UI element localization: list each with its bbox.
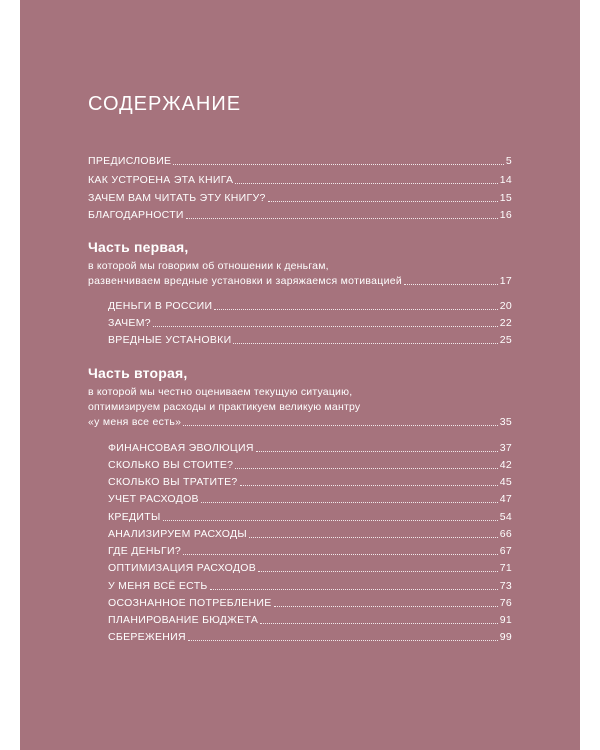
toc-entry-where-money[interactable] [108,542,512,558]
dot-leader [268,201,498,202]
dot-leader [214,309,497,310]
toc-entry-your-spending[interactable] [108,473,512,489]
toc-entry-page: 16 [499,209,512,221]
dot-leader [258,571,498,572]
toc-entry-label: СКОЛЬКО ВЫ ТРАТИТЕ? [108,476,238,488]
toc-entry-book-structure[interactable] [88,171,512,187]
toc-entry-page: 42 [499,459,512,471]
toc-entry-label: КРЕДИТЫ [108,511,161,523]
part-two-desc-line: в которой мы честно оцениваем текущую ситуацию, [88,386,353,398]
dot-leader [235,468,497,469]
dot-leader [183,425,497,426]
dot-leader [183,554,498,555]
page-title: СОДЕРЖАНИЕ [88,93,242,115]
toc-entry-part-two[interactable] [88,413,512,429]
toc-entry-label: ГДЕ ДЕНЬГИ? [108,545,181,557]
dot-leader [163,520,498,521]
toc-entry-budget-planning[interactable] [108,611,512,627]
toc-entry-label: ПЛАНИРОВАНИЕ БЮДЖЕТА [108,614,259,626]
part-two-description [88,385,508,415]
toc-entry-financial-evolution[interactable] [108,439,512,455]
toc-entry-page: 45 [499,476,512,488]
part-two-desc-line: «у меня все есть» [88,416,182,428]
toc-entry-page: 17 [499,275,512,287]
dot-leader [210,589,498,590]
toc-entry-label: ОПТИМИЗАЦИЯ РАСХОДОВ [108,562,257,574]
toc-entry-page: 71 [499,562,512,574]
toc-entry-page: 91 [499,614,512,626]
toc-entry-label: ОСОЗНАННОЕ ПОТРЕБЛЕНИЕ [108,597,272,609]
toc-entry-i-have-everything[interactable] [108,577,512,593]
part-one-desc-line: в которой мы говорим об отношении к деньгам, [88,260,329,272]
toc-entry-expense-tracking[interactable] [108,490,512,506]
toc-entry-label: ДЕНЬГИ В РОССИИ [108,300,213,312]
toc-entry-acknowledgements[interactable] [88,206,512,222]
dot-leader [256,451,498,452]
toc-entry-preface[interactable] [88,152,512,168]
toc-entry-page: 47 [499,493,512,505]
toc-entry-page: 22 [499,317,512,329]
toc-entry-page: 37 [499,442,512,454]
toc-entry-why[interactable] [108,314,512,330]
toc-entry-label: ПРЕДИСЛОВИЕ [88,155,172,167]
dot-leader [186,218,498,219]
toc-entry-page: 20 [499,300,512,312]
toc-entry-harmful-beliefs[interactable] [108,331,512,347]
toc-entry-page: 15 [499,192,512,204]
toc-entry-why-read[interactable] [88,189,512,205]
toc-entry-part-one[interactable] [88,272,512,288]
part-two-heading: Часть вторая, [88,365,188,381]
toc-entry-label: БЛАГОДАРНОСТИ [88,209,184,221]
toc-entry-label: КАК УСТРОЕНА ЭТА КНИГА [88,174,234,186]
part-one-desc-line: развенчиваем вредные установки и заряжаемся мотивацией [88,275,403,287]
toc-entry-page: 66 [499,528,512,540]
toc-entry-label: ВРЕДНЫЕ УСТАНОВКИ [108,334,232,346]
toc-entry-page: 25 [499,334,512,346]
toc-entry-label: УЧЕТ РАСХОДОВ [108,493,199,505]
part-one-heading: Часть первая, [88,239,189,255]
dot-leader [274,606,498,607]
dot-leader [233,343,497,344]
toc-entry-page: 5 [505,155,512,167]
dot-leader [260,623,498,624]
toc-entry-optimize-expenses[interactable] [108,559,512,575]
toc-entry-money-in-russia[interactable] [108,297,512,313]
toc-entry-page: 54 [499,511,512,523]
dot-leader [153,326,498,327]
toc-entry-mindful-consumption[interactable] [108,594,512,610]
toc-entry-your-worth[interactable] [108,456,512,472]
toc-entry-label: ФИНАНСОВАЯ ЭВОЛЮЦИЯ [108,442,254,454]
toc-entry-label: ЗАЧЕМ ВАМ ЧИТАТЬ ЭТУ КНИГУ? [88,192,266,204]
toc-entry-label: СБЕРЕЖЕНИЯ [108,631,186,643]
toc-entry-page: 67 [499,545,512,557]
book-page [20,0,580,750]
dot-leader [404,284,498,285]
dot-leader [240,485,498,486]
dot-leader [235,183,497,184]
toc-entry-label: АНАЛИЗИРУЕМ РАСХОДЫ [108,528,248,540]
toc-entry-label: ЗАЧЕМ? [108,317,151,329]
dot-leader [201,502,498,503]
toc-entry-page: 99 [499,631,512,643]
toc-entry-page: 14 [499,174,512,186]
toc-entry-label: СКОЛЬКО ВЫ СТОИТЕ? [108,459,234,471]
toc-entry-analyze-expenses[interactable] [108,525,512,541]
dot-leader [188,640,498,641]
part-two-desc-line: оптимизируем расходы и практикуем великую мантру [88,401,361,413]
dot-leader [249,537,498,538]
toc-entry-page: 35 [499,416,512,428]
toc-entry-credits[interactable] [108,508,512,524]
dot-leader [173,164,504,165]
toc-entry-page: 73 [499,580,512,592]
toc-entry-page: 76 [499,597,512,609]
toc-entry-label: У МЕНЯ ВСЁ ЕСТЬ [108,580,208,592]
toc-entry-savings[interactable] [108,628,512,644]
